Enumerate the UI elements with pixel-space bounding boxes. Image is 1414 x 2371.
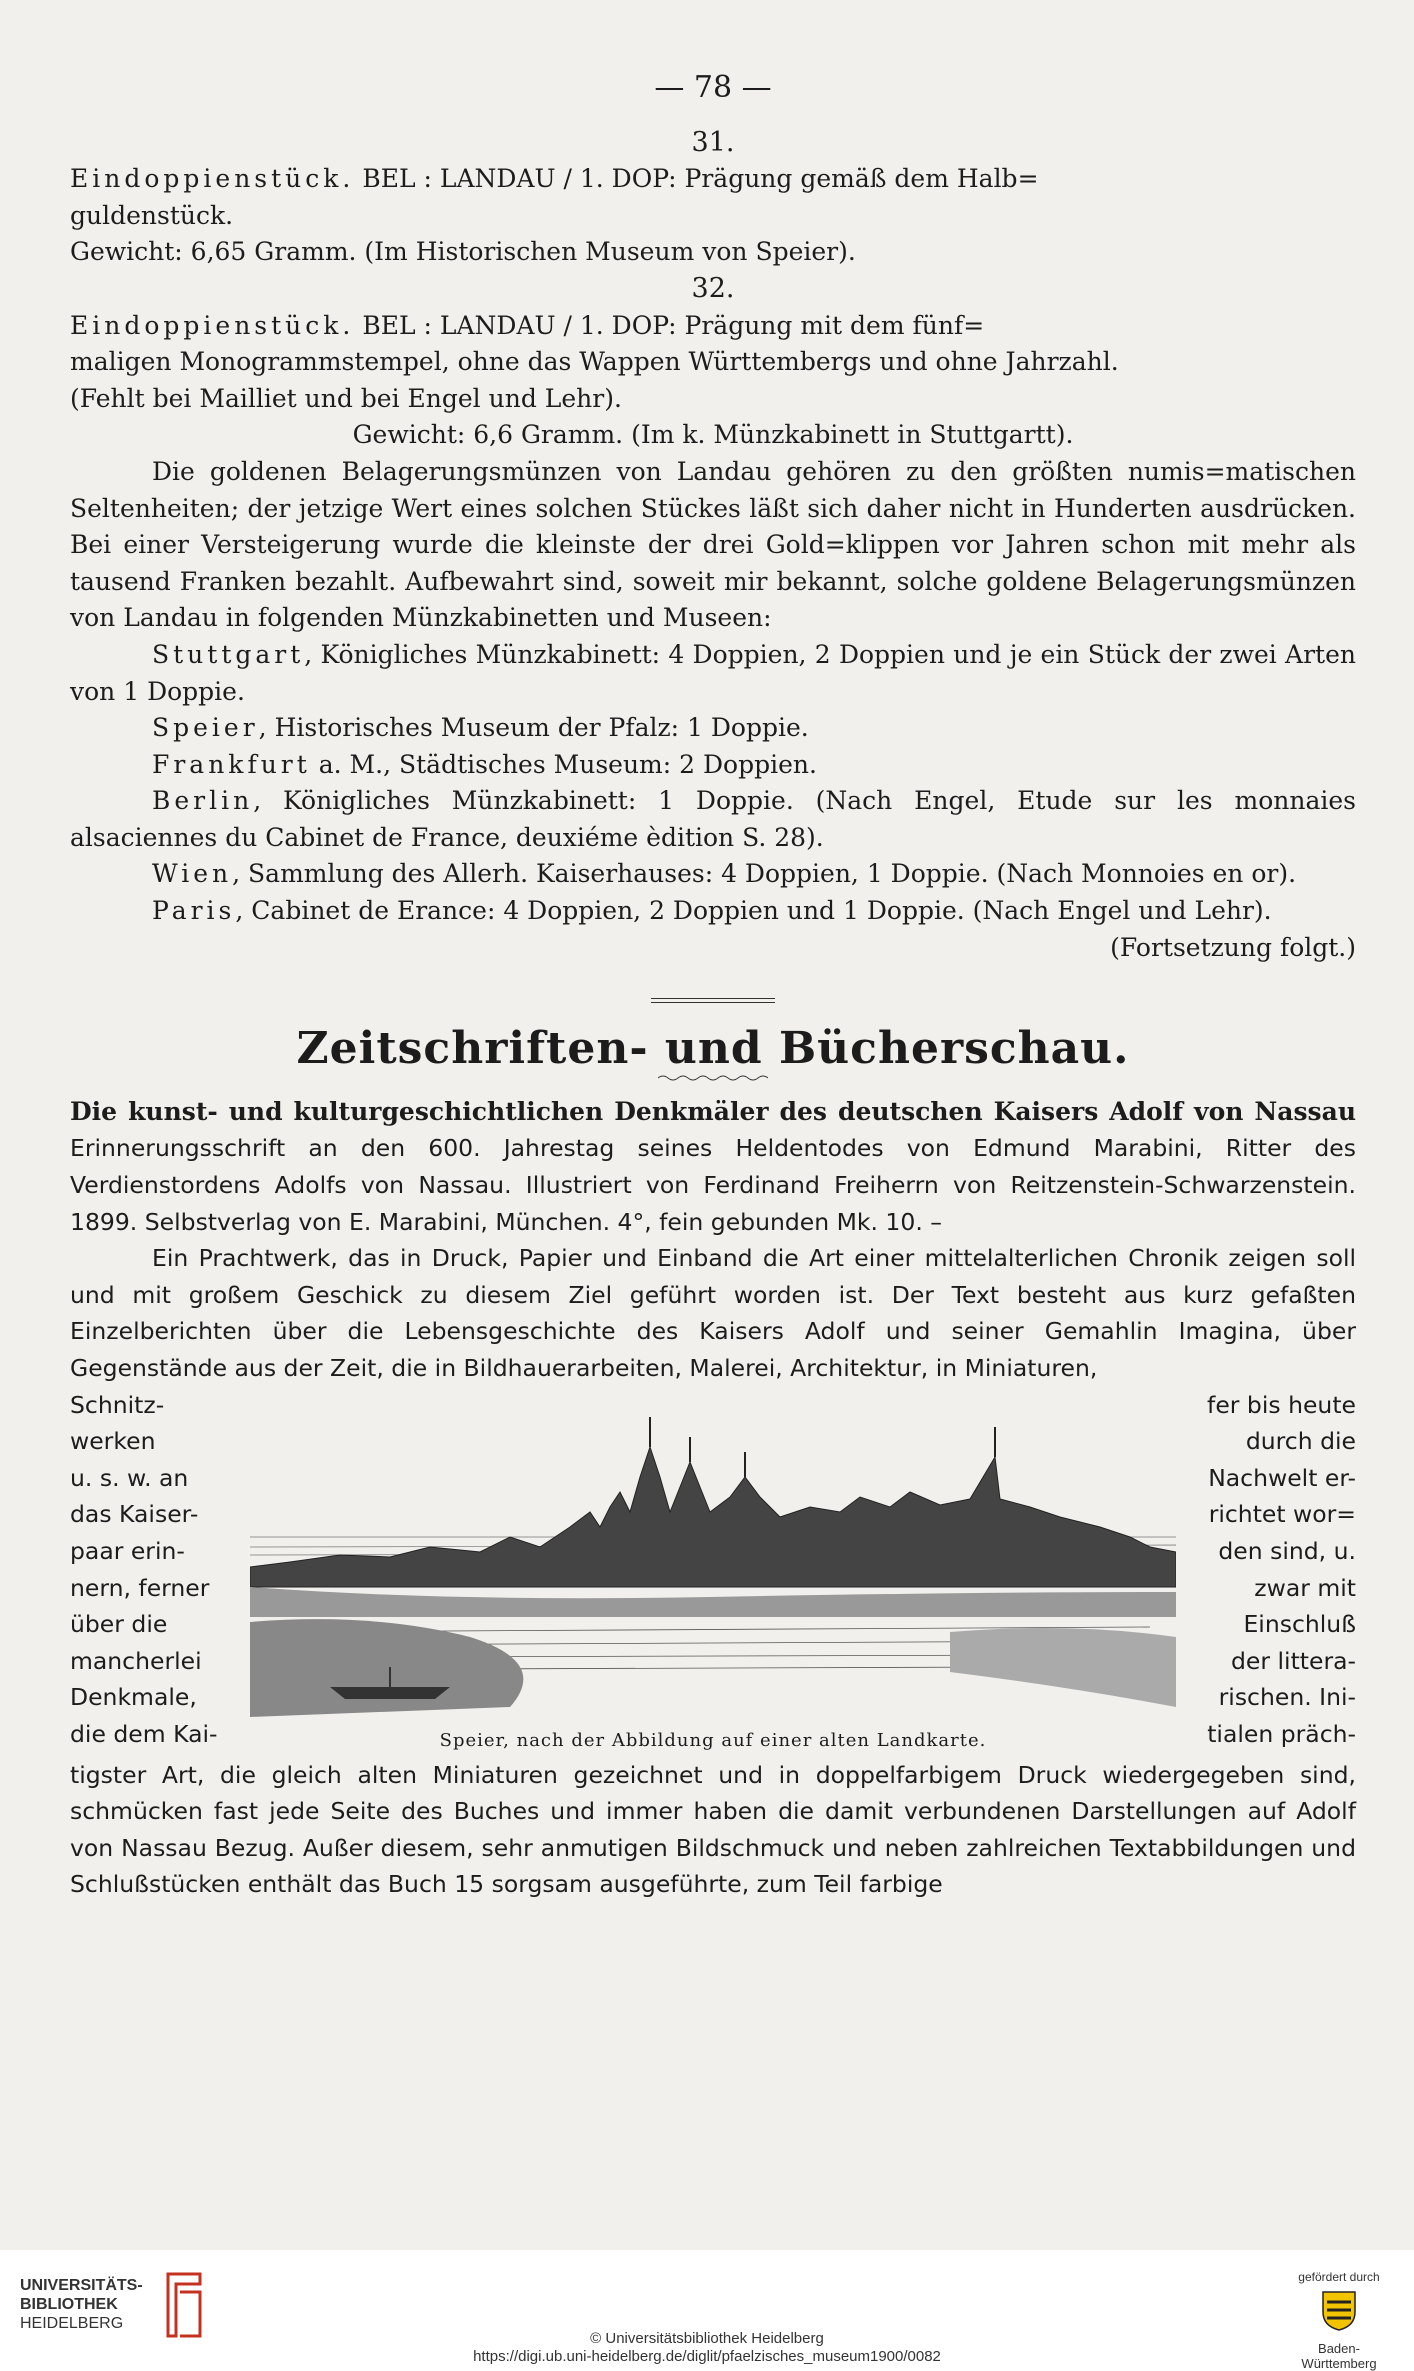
library-name bbox=[20, 2276, 143, 2333]
continuation-note: (Fortsetzung folgt.) bbox=[1110, 932, 1356, 962]
wrap-line-right: den sind, u. bbox=[1218, 1536, 1356, 1565]
wrap-line-right: tialen präch- bbox=[1207, 1719, 1356, 1748]
entry-31-title: Eindoppienstück. bbox=[70, 164, 355, 194]
wrap-line-right: Nachwelt er- bbox=[1208, 1463, 1356, 1492]
wrap-line-left: das Kaiser- bbox=[70, 1500, 199, 1529]
sponsor-label: gefördert durch bbox=[1298, 2270, 1380, 2284]
location-entry bbox=[70, 747, 1356, 784]
entry-32-number: 32. bbox=[691, 272, 735, 304]
speier-view-engraving bbox=[250, 1387, 1176, 1717]
state-name: Baden-Württemberg bbox=[1301, 2341, 1377, 2371]
entry-31-number: 31. bbox=[691, 126, 735, 158]
copyright-text: © Universitätsbibliothek Heidelberg bbox=[590, 2330, 824, 2347]
location-entry bbox=[70, 710, 1356, 747]
location-holding: , Historisches Museum der Pfalz: 1 Doppie. bbox=[258, 713, 809, 743]
figure-block bbox=[70, 1387, 1356, 1757]
wrap-line-right: richtet wor= bbox=[1208, 1500, 1356, 1529]
ornament-squiggle bbox=[658, 1074, 768, 1082]
copyright-block bbox=[0, 2330, 1414, 2366]
location-city: Wien bbox=[152, 859, 233, 889]
library-name-line1: UNIVERSITÄTS- bbox=[20, 2277, 143, 2294]
state-coat-of-arms-icon bbox=[1319, 2288, 1359, 2332]
location-city: Stuttgart bbox=[152, 639, 305, 669]
entry-32-line1 bbox=[70, 308, 1356, 345]
location-entry bbox=[70, 637, 1356, 710]
page-number: — 78 — bbox=[654, 70, 772, 105]
entry-32-weight: Gewicht: 6,6 Gramm. (Im k. Münzkabinett in Stuttgartt). bbox=[352, 420, 1074, 450]
wrap-line-left: mancherlei bbox=[70, 1646, 202, 1675]
entry-31-weight: Gewicht: 6,65 Gramm. (Im Historischen Museum von Speier). bbox=[70, 237, 856, 267]
location-holding: , Königliches Münzkabinett: 1 Doppie. (Nach Engel, Etude sur les monnaies alsaciennes du Cabinet de France, deuxiéme èdition S. 28). bbox=[70, 786, 1356, 852]
location-entry bbox=[70, 893, 1356, 930]
footer bbox=[0, 2250, 1414, 2369]
location-holding: , Sammlung des Allerh. Kaiserhauses: 4 Doppien, 1 Doppie. (Nach Monnoies en or). bbox=[232, 859, 1297, 889]
wrap-line-left: nern, ferner bbox=[70, 1573, 210, 1602]
wrap-line-right: der littera- bbox=[1231, 1646, 1356, 1675]
entry-32-line2: maligen Monogrammstempel, ohne das Wappen Württembergs und ohne Jahrzahl. bbox=[70, 347, 1119, 377]
wrap-line-left: Schnitz- bbox=[70, 1390, 165, 1419]
wrap-line-left: die dem Kai- bbox=[70, 1719, 218, 1748]
location-city: Frankfurt bbox=[152, 749, 311, 779]
location-holding: a. M., Städtisches Museum: 2 Doppien. bbox=[310, 749, 817, 779]
entry-31-line1 bbox=[70, 161, 1356, 198]
figure-caption: Speier, nach der Abbildung auf einer alten Landkarte. bbox=[439, 1729, 987, 1751]
wrap-line-left: paar erin- bbox=[70, 1536, 185, 1565]
location-holding: , Königliches Münzkabinett: 4 Doppien, 2 Doppien und je ein Stück der zwei Arten von 1 Doppie. bbox=[70, 639, 1356, 706]
location-list bbox=[70, 637, 1356, 930]
entry-32-line3: (Fehlt bei Mailliet und bei Engel und Lehr). bbox=[70, 383, 622, 413]
coin-paragraph: Die goldenen Belagerungsmünzen von Landau gehören zu den größten numis=matischen Seltenheiten; der jetzige Wert eines solchen Stückes läßt sich daher nicht in Hunderten ausdrücken. Bei einer Versteigerung wurde die kleinste der drei Gold=klippen vor Jahren schon mit mehr als tausend Franken bezahlt. Aufbewahrt sind, soweit mir bekannt, solche goldene Belagerungsmünzen von Landau in folgenden Münzkabinetten und Museen: bbox=[70, 456, 1356, 633]
wrap-text-left bbox=[70, 1387, 240, 1753]
sponsor-logo bbox=[1284, 2270, 1394, 2371]
entry-32-title: Eindoppienstück. bbox=[70, 310, 355, 340]
wrap-line-left: u. s. w. an bbox=[70, 1463, 189, 1492]
location-city: Speier bbox=[152, 713, 259, 743]
review-body-bottom: tigster Art, die gleich alten Miniaturen gezeichnet und in doppelfarbigem Druck wiedergegeben sind, schmücken fast jede Seite des Buches und immer haben die damit verbundenen Darstellungen auf Adolf von Nassau Bezug. Außer diesem, sehr anmutigen Bildschmuck und neben zahlreichen Textabbildungen und Schlußstücken enthält das Buch 15 sorgsam ausgeführte, zum Teil farbige bbox=[70, 1760, 1356, 1899]
wrap-line-right: rischen. Ini- bbox=[1218, 1683, 1356, 1712]
location-holding: , Cabinet de Erance: 4 Doppien, 2 Doppien und 1 Doppie. (Nach Engel und Lehr). bbox=[235, 896, 1272, 926]
entry-32-description: BEL : LANDAU / 1. DOP: Prägung mit dem fünf= bbox=[362, 310, 985, 340]
location-entry bbox=[70, 783, 1356, 856]
wrap-line-right: durch die bbox=[1245, 1427, 1356, 1456]
wrap-line-left: werken bbox=[70, 1427, 156, 1456]
wrap-line-left: Denkmale, bbox=[70, 1683, 197, 1712]
review-title: Die kunst- und kulturgeschichtlichen Denkmäler des deutschen Kaisers Adolf von Nassau bbox=[70, 1096, 1356, 1126]
section-divider bbox=[651, 998, 775, 1003]
wrap-line-right: fer bis heute bbox=[1207, 1390, 1356, 1419]
wrap-text-right bbox=[1186, 1387, 1356, 1753]
source-url[interactable]: https://digi.ub.uni-heidelberg.de/diglit/pfaelzisches_museum1900/0082 bbox=[473, 2348, 941, 2365]
review-body-top: Ein Prachtwerk, das in Druck, Papier und Einband die Art einer mittelalterlichen Chronik zeigen soll und mit großem Geschick zu diesem Ziel geführt worden ist. Der Text besteht aus kurz gefaßten Einzelberichten über die Lebensgeschichte des Kaisers Adolf und seiner Gemahlin Imagina, über Gegenstände aus der Zeit, die in Bildhauerarbeiten, Malerei, Architektur, in Miniaturen, bbox=[70, 1244, 1356, 1382]
wrap-line-right: zwar mit bbox=[1254, 1573, 1356, 1602]
review-heading bbox=[70, 1094, 1356, 1240]
city-illustration bbox=[250, 1387, 1176, 1757]
entry-31-line2: guldenstück. bbox=[70, 200, 234, 230]
wrap-line-left: über die bbox=[70, 1610, 168, 1639]
wrap-line-right: Einschluß bbox=[1243, 1610, 1356, 1639]
entry-31-description: BEL : LANDAU / 1. DOP: Prägung gemäß dem Halb= bbox=[362, 164, 1039, 194]
review-citation: Erinnerungsschrift an den 600. Jahrestag seines Heldentodes von Edmund Marabini, Ritter des Verdienstordens Adolfs von Nassau. Illustriert von Ferdinand Freiherrn von Reitzenstein-Schwarzenstein. 1899. Selbstverlag von E. Marabini, München. 4°, fein gebunden Mk. 10. – bbox=[70, 1134, 1356, 1236]
page-content bbox=[70, 70, 1356, 1903]
library-name-line3: HEIDELBERG bbox=[20, 2315, 124, 2332]
location-city: Paris bbox=[152, 896, 236, 926]
section-title: Zeitschriften- und Bücherschau. bbox=[296, 1023, 1130, 1075]
location-entry bbox=[70, 856, 1356, 893]
location-city: Berlin bbox=[152, 786, 254, 816]
library-name-line2: BIBLIOTHEK bbox=[20, 2296, 118, 2313]
